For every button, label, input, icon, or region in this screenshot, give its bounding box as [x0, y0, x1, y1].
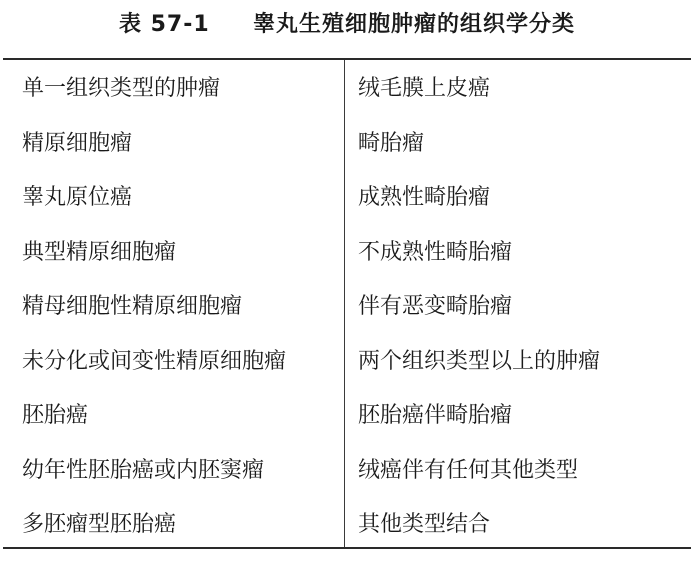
left-column	[22, 64, 340, 555]
table-cell: 不成熟性畸胎瘤	[358, 239, 513, 265]
table-cell: 睾丸原位癌	[22, 185, 133, 210]
table-caption	[0, 10, 694, 40]
table-cell: 精母细胞性精原细胞瘤	[22, 294, 243, 319]
table-cell: 未分化或间变性精原细胞瘤	[22, 348, 287, 374]
table-cell: 胚胎癌	[22, 403, 89, 428]
table-cell: 其他类型结合	[358, 512, 491, 537]
table-cell: 单一组织类型的肿瘤	[22, 76, 221, 101]
table-cell: 伴有恶变畸胎瘤	[358, 294, 513, 319]
table-cell: 幼年性胚胎癌或内胚窦瘤	[22, 457, 265, 483]
table-top-rule	[3, 58, 691, 60]
right-column	[358, 64, 688, 555]
table-cell: 精原细胞瘤	[22, 130, 133, 156]
table-cell: 胚胎癌伴畸胎瘤	[358, 403, 513, 428]
table-title: 睾丸生殖细胞肿瘤的组织学分类	[253, 12, 576, 37]
column-divider	[344, 60, 345, 547]
table-cell: 绒癌伴有任何其他类型	[358, 457, 579, 483]
table-cell: 多胚瘤型胚胎癌	[22, 512, 177, 537]
table-number: 表 57-1	[118, 12, 210, 37]
table-cell: 绒毛膜上皮癌	[358, 76, 491, 101]
table-cell: 典型精原细胞瘤	[22, 239, 177, 265]
table-cell: 畸胎瘤	[358, 130, 425, 156]
table-cell: 成熟性畸胎瘤	[358, 185, 491, 210]
table-cell: 两个组织类型以上的肿瘤	[358, 348, 601, 374]
